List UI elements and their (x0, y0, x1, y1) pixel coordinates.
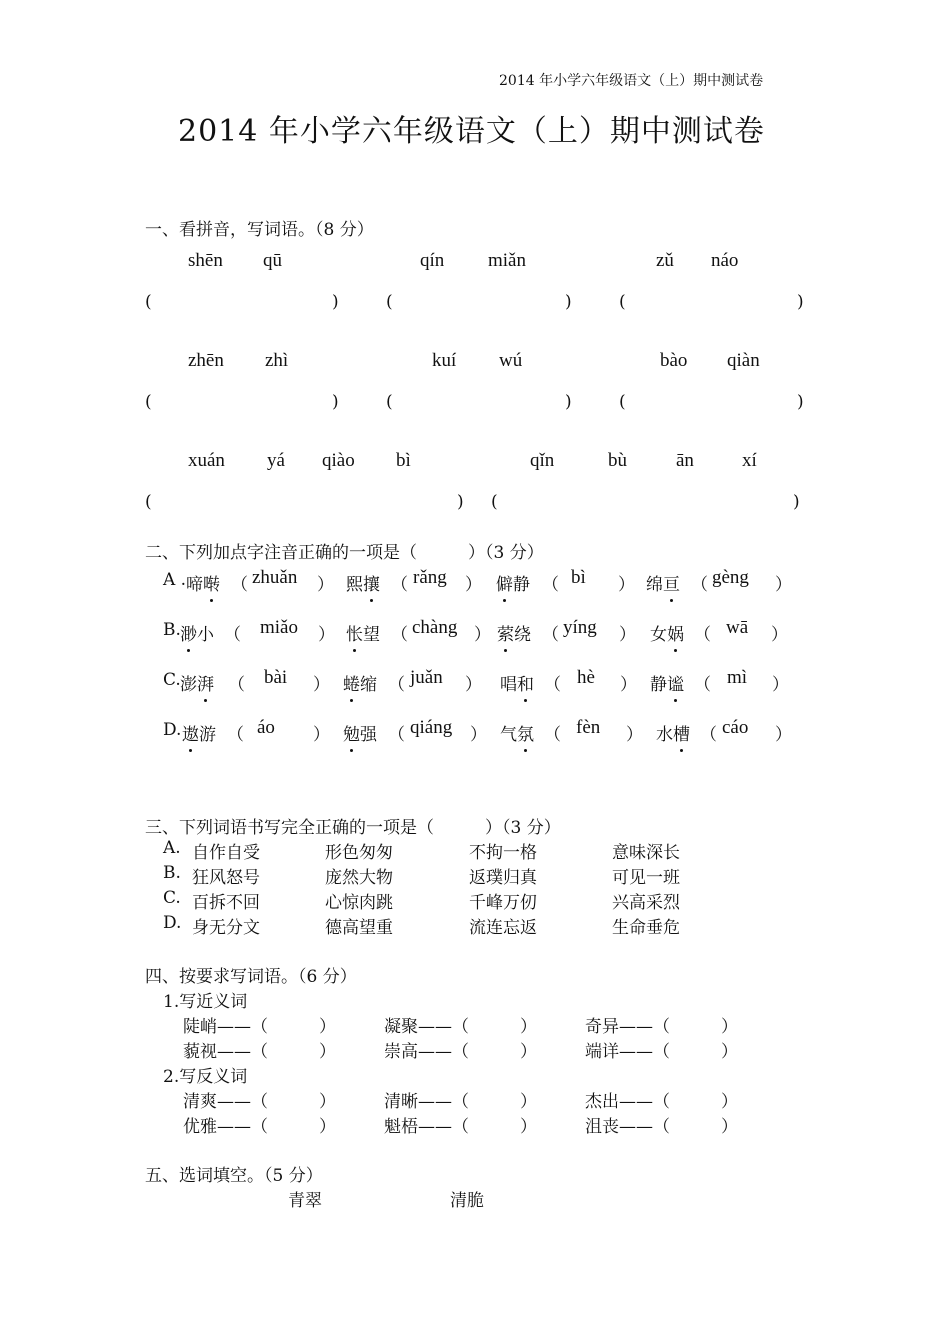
dotted-char: 谧 (667, 670, 684, 695)
word: 怅望 (346, 620, 380, 645)
dotted-char: 勉 (343, 720, 360, 745)
word: 身无分文 (192, 918, 260, 938)
pinyin: wú (499, 350, 523, 371)
paren-close: ） (619, 625, 636, 645)
pinyin: ān (676, 450, 694, 471)
pinyin: bù (608, 450, 627, 471)
pinyin: qū (263, 250, 282, 271)
dotted-char: 萦 (497, 620, 514, 645)
option-label: D. (163, 720, 182, 740)
subsection-label: 1.写近义词 (163, 992, 248, 1012)
paren-open: （ (694, 675, 711, 695)
pinyin: miǎo (260, 617, 298, 638)
word: 气氛 (500, 720, 534, 745)
dotted-char: 槽 (673, 720, 690, 745)
paren-close: ） (771, 625, 788, 645)
blank-item: 崇高——（ ） (384, 1042, 537, 1062)
paren-close: ） (775, 575, 792, 595)
pinyin: hè (577, 667, 595, 688)
paren-close: ） (626, 725, 643, 745)
word: 百拆不回 (192, 893, 260, 913)
option-label: B. (163, 620, 181, 640)
blank-item: 沮丧——（ ） (585, 1117, 738, 1137)
paren-open: （ (231, 575, 248, 595)
word: 形色匆匆 (325, 843, 393, 863)
word: 遨游 (182, 720, 216, 745)
paren-close: ） (465, 575, 482, 595)
word: 水槽 (656, 720, 690, 745)
pinyin: xí (742, 450, 757, 471)
word: 萦绕 (497, 620, 531, 645)
answer-bracket-open: ( (145, 392, 152, 412)
paren-close: ） (313, 675, 330, 695)
pinyin: qín (420, 250, 445, 271)
blank-item: 奇异——（ ） (585, 1017, 738, 1037)
paren-open: （ (388, 725, 405, 745)
paren-close: ） (317, 575, 334, 595)
pinyin: áo (257, 717, 275, 738)
paren-open: （ (542, 575, 559, 595)
q2-heading: 二、下列加点字注音正确的一项是（ ）（3 分） (145, 543, 544, 563)
pinyin: miǎn (488, 250, 526, 271)
option-label: D. (163, 913, 182, 933)
blank-item: 优雅——（ ） (183, 1117, 336, 1137)
dotted-char: 僻 (496, 570, 513, 595)
q3-heading: 三、下列词语书写完全正确的一项是（ ）（3 分） (145, 818, 561, 838)
paren-open: （ (228, 675, 245, 695)
paren-open: （ (227, 725, 244, 745)
word: 返璞归真 (469, 868, 537, 888)
word: 千峰万仞 (469, 893, 537, 913)
word: 流连忘返 (469, 918, 537, 938)
answer-bracket-open: ( (619, 292, 626, 312)
answer-bracket-open: ( (386, 292, 393, 312)
page-title: 2014 年小学六年级语文（上）期中测试卷 (178, 114, 765, 149)
answer-bracket-close: ) (797, 392, 804, 412)
pinyin: bào (660, 350, 688, 371)
word-choice: 青翠 (288, 1191, 322, 1211)
blank-item: 清晰——（ ） (384, 1092, 537, 1112)
pinyin: bài (264, 667, 288, 688)
dotted-char: 娲 (667, 620, 684, 645)
pinyin: qiào (322, 450, 355, 471)
pinyin: bì (571, 567, 586, 588)
dotted-char: 怅 (346, 620, 363, 645)
paren-open: （ (391, 575, 408, 595)
pinyin: rǎng (413, 567, 447, 588)
paren-close: ） (470, 725, 487, 745)
paren-close: ） (318, 625, 335, 645)
option-label: A . (163, 570, 187, 590)
blank-item: 魁梧——（ ） (384, 1117, 537, 1137)
pinyin: yíng (563, 617, 597, 638)
blank-item: 陡峭——（ ） (183, 1017, 336, 1037)
paren-open: （ (391, 625, 408, 645)
pinyin: gèng (712, 567, 749, 588)
answer-bracket-close: ) (332, 392, 339, 412)
pinyin: shēn (188, 250, 223, 271)
pinyin: zhuǎn (252, 567, 298, 588)
blank-item: 端详——（ ） (585, 1042, 738, 1062)
paren-open: （ (388, 675, 405, 695)
word: 可见一班 (612, 868, 680, 888)
word-choice: 清脆 (450, 1191, 484, 1211)
dotted-char: 湃 (197, 670, 214, 695)
pinyin: chàng (412, 617, 458, 638)
paren-open: （ (694, 625, 711, 645)
word: 心惊肉跳 (325, 893, 393, 913)
running-header: 2014 年小学六年级语文（上）期中测试卷 (499, 73, 764, 89)
pinyin: juǎn (410, 667, 443, 688)
paren-close: ） (772, 675, 789, 695)
paren-close: ） (775, 725, 792, 745)
pinyin: cáo (722, 717, 749, 738)
dotted-char: 蜷 (343, 670, 360, 695)
answer-bracket-close: ) (797, 292, 804, 312)
blank-item: 清爽——（ ） (183, 1092, 336, 1112)
word: 熙攘 (346, 570, 380, 595)
paren-close: ） (620, 675, 637, 695)
dotted-char: 啭 (203, 570, 220, 595)
word: 蜷缩 (343, 670, 377, 695)
pinyin: náo (711, 250, 739, 271)
word: 生命垂危 (612, 918, 680, 938)
answer-bracket-close: ) (565, 292, 572, 312)
answer-bracket-open: ( (145, 292, 152, 312)
answer-bracket-open: ( (386, 392, 393, 412)
word: 渺小 (180, 620, 214, 645)
word: 兴高采烈 (612, 893, 680, 913)
q1-heading: 一、看拼音，写词语。（8 分） (145, 220, 374, 240)
word: 德高望重 (325, 918, 393, 938)
blank-item: 凝聚——（ ） (384, 1017, 537, 1037)
blank-item: 藐视——（ ） (183, 1042, 336, 1062)
word: 僻静 (496, 570, 530, 595)
dotted-char: 氛 (517, 720, 534, 745)
option-label: C. (163, 670, 181, 690)
dotted-char: 和 (517, 670, 534, 695)
word: 庞然大物 (325, 868, 393, 888)
pinyin: qiàn (727, 350, 760, 371)
answer-bracket-close: ) (332, 292, 339, 312)
answer-bracket-open: ( (619, 392, 626, 412)
option-label: B. (163, 863, 181, 883)
word: 不拘一格 (469, 843, 537, 863)
paren-close: ） (465, 675, 482, 695)
paren-open: （ (700, 725, 717, 745)
pinyin: bì (396, 450, 411, 471)
answer-bracket-close: ) (565, 392, 572, 412)
pinyin: xuán (188, 450, 225, 471)
answer-bracket-close: ) (457, 492, 464, 512)
paren-open: （ (542, 625, 559, 645)
q4-heading: 四、按要求写词语。（6 分） (145, 967, 357, 987)
answer-bracket-close: ) (793, 492, 800, 512)
pinyin: wā (726, 617, 749, 638)
option-label: C. (163, 888, 181, 908)
word: 绵亘 (646, 570, 680, 595)
blank-item: 杰出——（ ） (585, 1092, 738, 1112)
paren-close: ） (618, 575, 635, 595)
answer-bracket-open: ( (491, 492, 498, 512)
dotted-char: 渺 (180, 620, 197, 645)
word: 意味深长 (612, 843, 680, 863)
paren-open: （ (544, 725, 561, 745)
pinyin: qiáng (410, 717, 453, 738)
q5-heading: 五、选词填空。（5 分） (145, 1166, 323, 1186)
pinyin: kuí (432, 350, 457, 371)
subsection-label: 2.写反义词 (163, 1067, 248, 1087)
dotted-char: 亘 (663, 570, 680, 595)
pinyin: zhēn (188, 350, 224, 371)
word: 静谧 (650, 670, 684, 695)
word: 自作自受 (192, 843, 260, 863)
word: 狂风怒号 (192, 868, 260, 888)
pinyin: qǐn (530, 450, 555, 471)
option-label: A. (163, 838, 181, 858)
pinyin: yá (267, 450, 285, 471)
paren-open: （ (544, 675, 561, 695)
paren-close: ） (313, 725, 330, 745)
pinyin: mì (727, 667, 748, 688)
word: 澎湃 (180, 670, 214, 695)
paren-open: （ (224, 625, 241, 645)
word: 啼啭 (186, 570, 220, 595)
pinyin: zǔ (656, 250, 674, 271)
paren-close: ） (474, 625, 491, 645)
pinyin: zhì (265, 350, 289, 371)
answer-bracket-open: ( (145, 492, 152, 512)
dotted-char: 攘 (363, 570, 380, 595)
paren-open: （ (691, 575, 708, 595)
word: 勉强 (343, 720, 377, 745)
word: 女娲 (650, 620, 684, 645)
word: 唱和 (500, 670, 534, 695)
pinyin: fèn (576, 717, 601, 738)
dotted-char: 遨 (182, 720, 199, 745)
